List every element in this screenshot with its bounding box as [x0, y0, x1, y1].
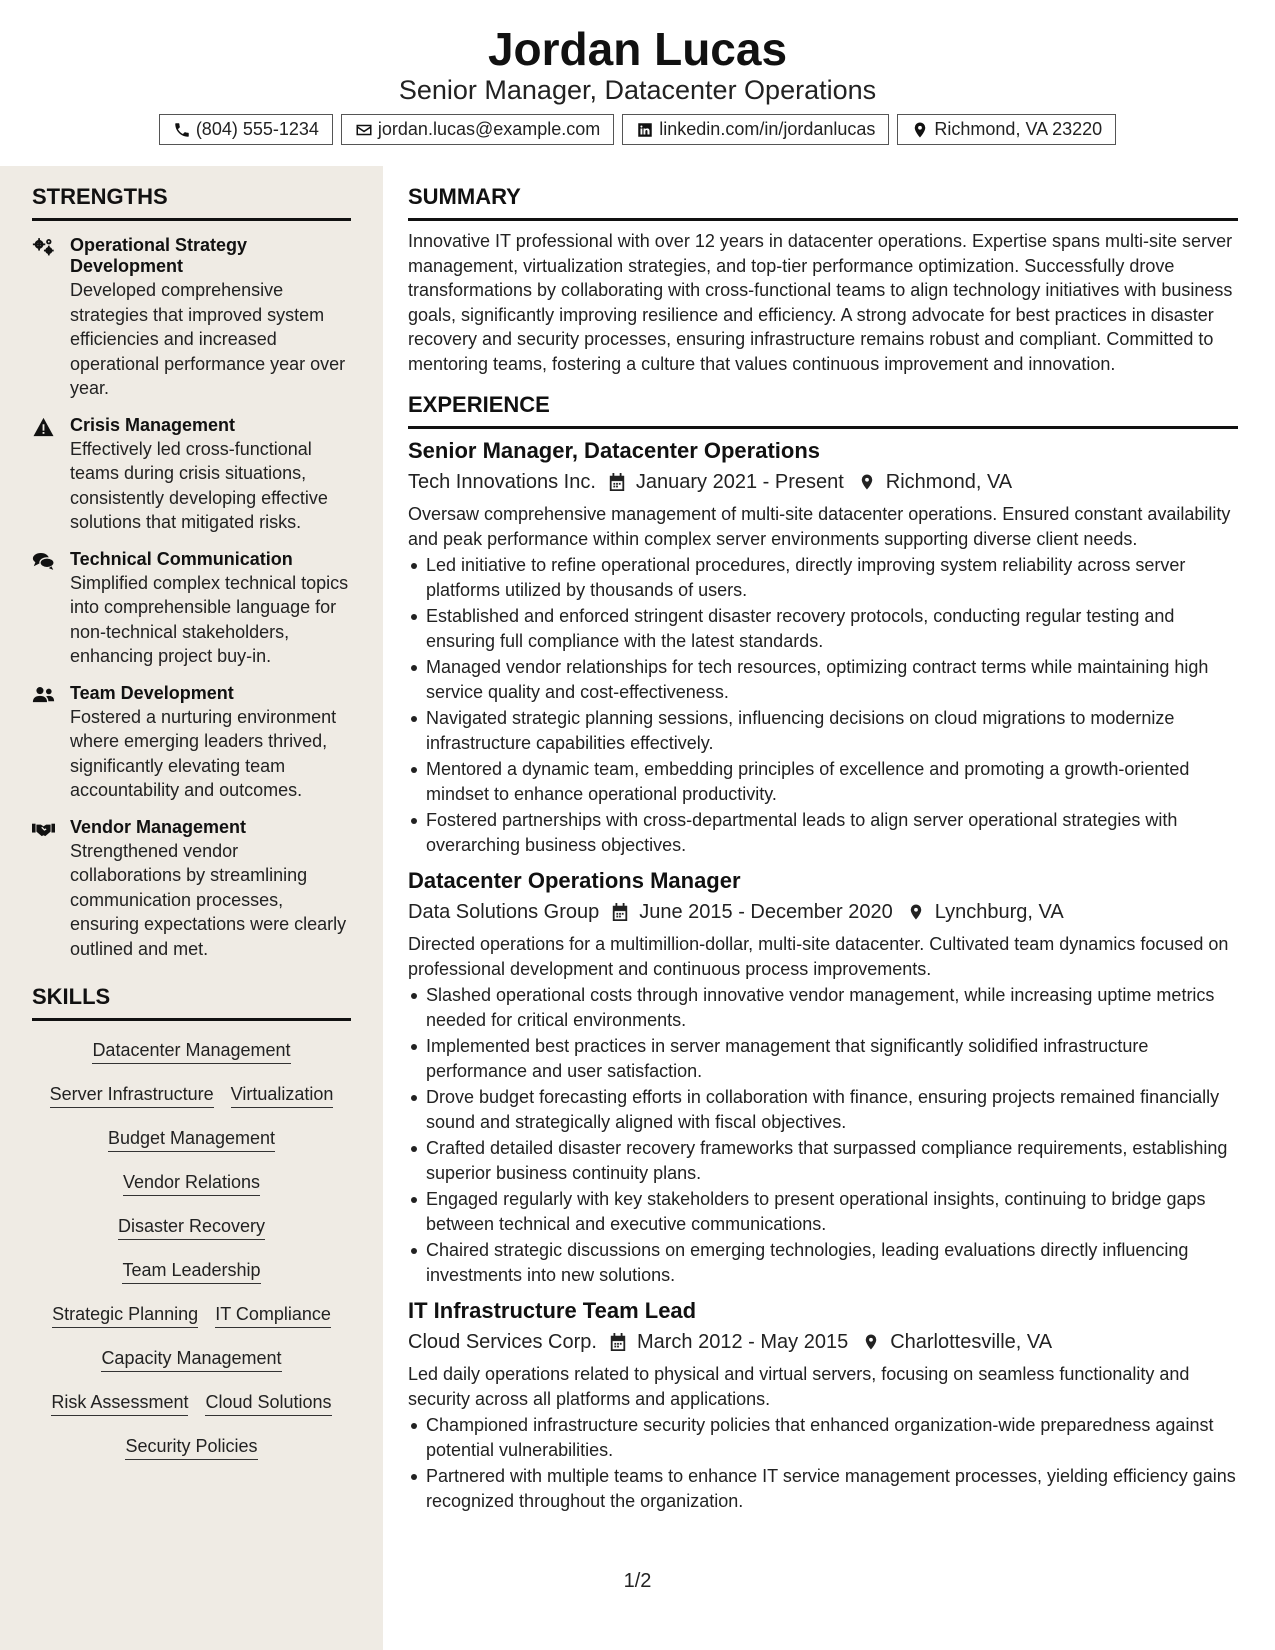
job-description: Oversaw comprehensive management of multi-site datacenter operations. Ensured constant availability and peak performance within complex server environments supporting diverse client needs.	[408, 504, 1231, 549]
bullet-item: Fostered partnerships with cross-departmental leads to align server operational strategies with overarching business objectives.	[408, 808, 1238, 857]
phone-text: (804) 555-1234	[195, 119, 319, 139]
skill-tag: Capacity Management	[101, 1347, 281, 1372]
bullet-item: Mentored a dynamic team, embedding principles of excellence and promoting a growth-oriented mindset to enhance operational productivity.	[408, 757, 1238, 806]
skill-tag: Vendor Relations	[123, 1171, 260, 1196]
experience-section	[408, 392, 1238, 1513]
job-location: Lynchburg, VA	[934, 901, 1064, 923]
experience-heading: EXPERIENCE	[408, 392, 1238, 429]
job-dates: March 2012 - May 2015	[636, 1331, 849, 1353]
bullet-item: Chaired strategic discussions on emerging technologies, leading evaluations directly influencing investments into new solutions.	[408, 1238, 1238, 1287]
job-description: Directed operations for a multimillion-dollar, multi-site datacenter. Cultivated team dynamics focused on professional development and continuous process improvements.	[408, 934, 1229, 979]
main-content	[408, 166, 1238, 1515]
contact-phone[interactable]	[159, 114, 333, 145]
strength-description: Effectively led cross-functional teams during crisis situations, consistently developing effective solutions that mitigated risks.	[70, 438, 328, 532]
calendar-icon	[611, 902, 629, 922]
resume-header	[0, 0, 1275, 166]
linkedin-text: linkedin.com/in/jordanlucas	[659, 119, 876, 139]
strength-item	[32, 817, 351, 962]
linkedin-icon	[636, 121, 654, 139]
job-bullets	[408, 983, 1238, 1287]
map-pin-icon	[911, 121, 929, 139]
job-meta	[408, 1328, 1238, 1356]
strength-title: Operational Strategy Development	[70, 235, 248, 276]
job-company: Cloud Services Corp.	[408, 1331, 597, 1353]
bullet-item: Navigated strategic planning sessions, influencing decisions on cloud migrations to modernize infrastructure capabilities effectively.	[408, 706, 1238, 755]
job-bullets	[408, 1413, 1238, 1513]
bullet-item: Implemented best practices in server management that significantly solidified infrastructure performance and user satisfaction.	[408, 1034, 1238, 1083]
handshake-icon	[32, 819, 55, 839]
strength-title: Crisis Management	[70, 414, 236, 435]
job-title: IT Infrastructure Team Lead	[408, 1298, 697, 1323]
map-pin-icon	[858, 472, 876, 492]
bullet-item: Established and enforced stringent disaster recovery protocols, conducting regular testing and ensuring full compliance with the latest standards.	[408, 604, 1238, 653]
strengths-heading: STRENGTHS	[32, 184, 351, 221]
strength-description: Simplified complex technical topics into comprehensible language for non-technical stakeholders, enhancing project buy-in.	[70, 572, 349, 666]
job-description: Led daily operations related to physical and virtual servers, focusing on seamless functionality and security across all platforms and applications.	[408, 1364, 1190, 1409]
skill-tag: Disaster Recovery	[118, 1215, 265, 1240]
summary-section	[408, 184, 1238, 376]
calendar-icon	[609, 1332, 627, 1352]
bullet-item: Engaged regularly with key stakeholders to present operational insights, continuing to bridge gaps between technical and executive communications.	[408, 1187, 1238, 1236]
skills-list	[32, 1039, 351, 1460]
job-entry	[408, 1297, 1238, 1513]
strength-title: Team Development	[70, 682, 234, 703]
gears-icon	[32, 237, 55, 257]
sidebar	[0, 166, 383, 1650]
bullet-item: Championed infrastructure security policies that enhanced organization-wide preparedness against potential vulnerabilities.	[408, 1413, 1238, 1462]
calendar-icon	[608, 472, 626, 492]
job-company: Tech Innovations Inc.	[408, 471, 596, 493]
page-number: 1/2	[623, 1570, 652, 1592]
phone-icon	[173, 121, 191, 139]
bullet-item: Crafted detailed disaster recovery frameworks that surpassed compliance requirements, establishing superior business continuity plans.	[408, 1136, 1238, 1185]
chat-bubbles-icon	[32, 551, 55, 571]
contact-location[interactable]	[897, 114, 1116, 145]
envelope-icon	[355, 121, 373, 139]
summary-heading: SUMMARY	[408, 184, 1238, 221]
contact-bar	[0, 114, 1275, 145]
skill-tag: Team Leadership	[122, 1259, 260, 1284]
job-dates: June 2015 - December 2020	[639, 901, 893, 923]
strength-title: Vendor Management	[70, 816, 247, 837]
bullet-item: Drove budget forecasting efforts in collaboration with finance, ensuring projects remained financially sound and strategically aligned with fiscal objectives.	[408, 1085, 1238, 1134]
location-text: Richmond, VA 23220	[934, 119, 1103, 139]
job-bullets	[408, 553, 1238, 857]
job-location: Richmond, VA	[885, 471, 1013, 493]
job-title: Datacenter Operations Manager	[408, 868, 741, 893]
strength-description: Developed comprehensive strategies that improved system efficiencies and increased operational performance year over year.	[70, 280, 346, 398]
job-title: Senior Manager, Datacenter Operations	[408, 438, 821, 463]
contact-linkedin[interactable]	[622, 114, 889, 145]
job-dates: January 2021 - Present	[635, 471, 844, 493]
skills-heading: SKILLS	[32, 984, 351, 1021]
strength-description: Fostered a nurturing environment where emerging leaders thrived, significantly elevating team accountability and outcomes.	[70, 706, 337, 800]
skill-tag: Datacenter Management	[92, 1039, 290, 1064]
map-pin-icon	[907, 902, 925, 922]
contact-email[interactable]	[341, 114, 614, 145]
candidate-name: Jordan Lucas	[487, 23, 788, 75]
strength-item	[32, 683, 351, 803]
skill-tag: Budget Management	[108, 1127, 275, 1152]
skill-tag: IT Compliance	[215, 1303, 331, 1328]
candidate-title: Senior Manager, Datacenter Operations	[398, 75, 877, 105]
job-meta	[408, 468, 1238, 496]
strength-item	[32, 235, 351, 401]
skills-section	[32, 984, 351, 1460]
skill-tag: Cloud Solutions	[205, 1391, 331, 1416]
summary-text: Innovative IT professional with over 12 years in datacenter operations. Expertise spans multi-site server management, virtualization strategies, and top-tier performance optimization. Successfully drove transformations by collaborating with cross-functional teams to align technology initiatives with business goals, significantly improving resilience and efficiency. A strong advocate for best practices in disaster recovery and security processes, ensuring infrastructure remains robust and compliant. Committed to mentoring teams, fostering a culture that values continuous improvement and innovation.	[408, 231, 1233, 374]
strength-title: Technical Communication	[70, 548, 293, 569]
skill-tag: Server Infrastructure	[50, 1083, 214, 1108]
email-text: jordan.lucas@example.com	[377, 119, 601, 139]
skill-tag: Security Policies	[125, 1435, 257, 1460]
job-location: Charlottesville, VA	[890, 1331, 1053, 1353]
job-company: Data Solutions Group	[408, 901, 600, 923]
warning-icon	[32, 417, 55, 437]
strengths-section	[32, 184, 351, 961]
map-pin-icon	[862, 1332, 880, 1352]
bullet-item: Slashed operational costs through innovative vendor management, while increasing uptime metrics needed for critical environments.	[408, 983, 1238, 1032]
job-meta	[408, 898, 1238, 926]
bullet-item: Managed vendor relationships for tech resources, optimizing contract terms while maintaining high service quality and cost-effectiveness.	[408, 655, 1238, 704]
skill-tag: Risk Assessment	[51, 1391, 188, 1416]
job-entry	[408, 867, 1238, 1287]
skill-tag: Virtualization	[231, 1083, 334, 1108]
job-entry	[408, 437, 1238, 857]
strength-description: Strengthened vendor collaborations by streamlining communication processes, ensuring expectations were clearly outlined and met.	[70, 840, 347, 959]
skill-tag: Strategic Planning	[52, 1303, 198, 1328]
users-icon	[32, 685, 55, 705]
strength-item	[32, 415, 351, 535]
strength-item	[32, 549, 351, 669]
bullet-item: Led initiative to refine operational procedures, directly improving system reliability across server platforms utilized by thousands of users.	[408, 553, 1238, 602]
bullet-item: Partnered with multiple teams to enhance IT service management processes, yielding efficiency gains recognized throughout the organization.	[408, 1464, 1238, 1513]
